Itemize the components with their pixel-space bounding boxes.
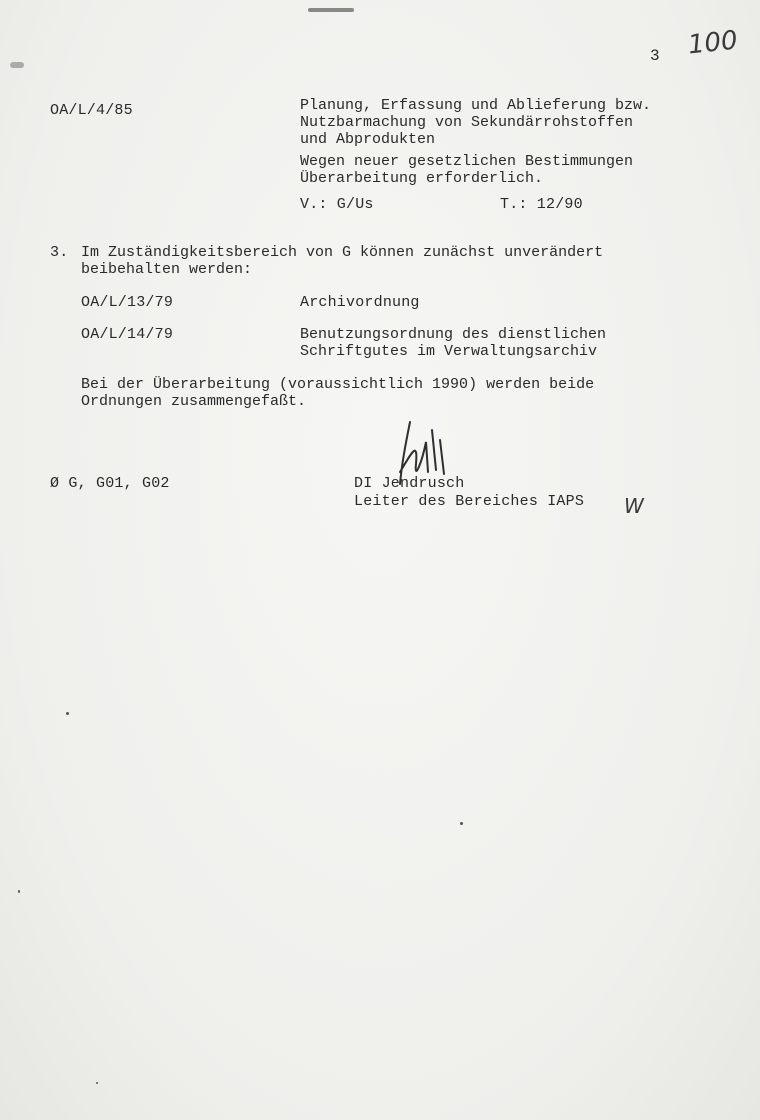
responsible-field: V.: G/Us <box>300 196 374 213</box>
signer-name: DI Jendrusch <box>354 475 465 492</box>
regulation-title <box>300 326 606 360</box>
regulation-note <box>300 153 633 187</box>
regulation-title-line: und Abprodukten <box>300 131 436 148</box>
handwritten-initial: W <box>624 494 644 518</box>
regulation-title: Archivordnung <box>300 294 420 311</box>
section-intro <box>81 244 603 278</box>
closing-remark-line: Bei der Überarbeitung (voraussichtlich 1990) werden beide <box>81 376 595 393</box>
regulation-title-line: Schriftgutes im Verwaltungsarchiv <box>300 343 598 360</box>
regulation-code: OA/L/14/79 <box>81 326 174 343</box>
regulation-note-line: Wegen neuer gesetzlichen Bestimmungen <box>300 153 634 170</box>
scan-artifact <box>66 712 69 715</box>
regulation-code: OA/L/13/79 <box>81 294 174 311</box>
distribution-list: Ø G, G01, G02 <box>50 475 170 492</box>
deadline-field: T.: 12/90 <box>500 196 583 213</box>
section-intro-line: Im Zuständigkeitsbereich von G können zunächst unverändert <box>81 244 604 261</box>
regulation-title-line: Benutzungsordnung des dienstlichen <box>300 326 607 343</box>
section-intro-line: beibehalten werden: <box>81 261 253 278</box>
closing-remark-line: Ordnungen zusammengefaßt. <box>81 393 307 410</box>
scan-artifact <box>308 8 354 12</box>
section-number: 3. <box>50 244 69 261</box>
regulation-title <box>300 97 651 148</box>
signer-title: Leiter des Bereiches IAPS <box>354 493 585 510</box>
regulation-note-line: Überarbeitung erforderlich. <box>300 170 544 187</box>
regulation-title-line: Nutzbarmachung von Sekundärrohstoffen <box>300 114 634 131</box>
regulation-code: OA/L/4/85 <box>50 102 133 119</box>
scan-artifact <box>18 890 20 893</box>
regulation-title-line: Planung, Erfassung und Ablieferung bzw. <box>300 97 652 114</box>
closing-remark <box>81 376 594 410</box>
scan-artifact <box>460 822 463 825</box>
scan-artifact <box>96 1082 98 1084</box>
handwritten-folio-number: 100 <box>686 25 740 61</box>
page-number: 3 <box>650 47 660 65</box>
scan-artifact <box>10 62 24 68</box>
